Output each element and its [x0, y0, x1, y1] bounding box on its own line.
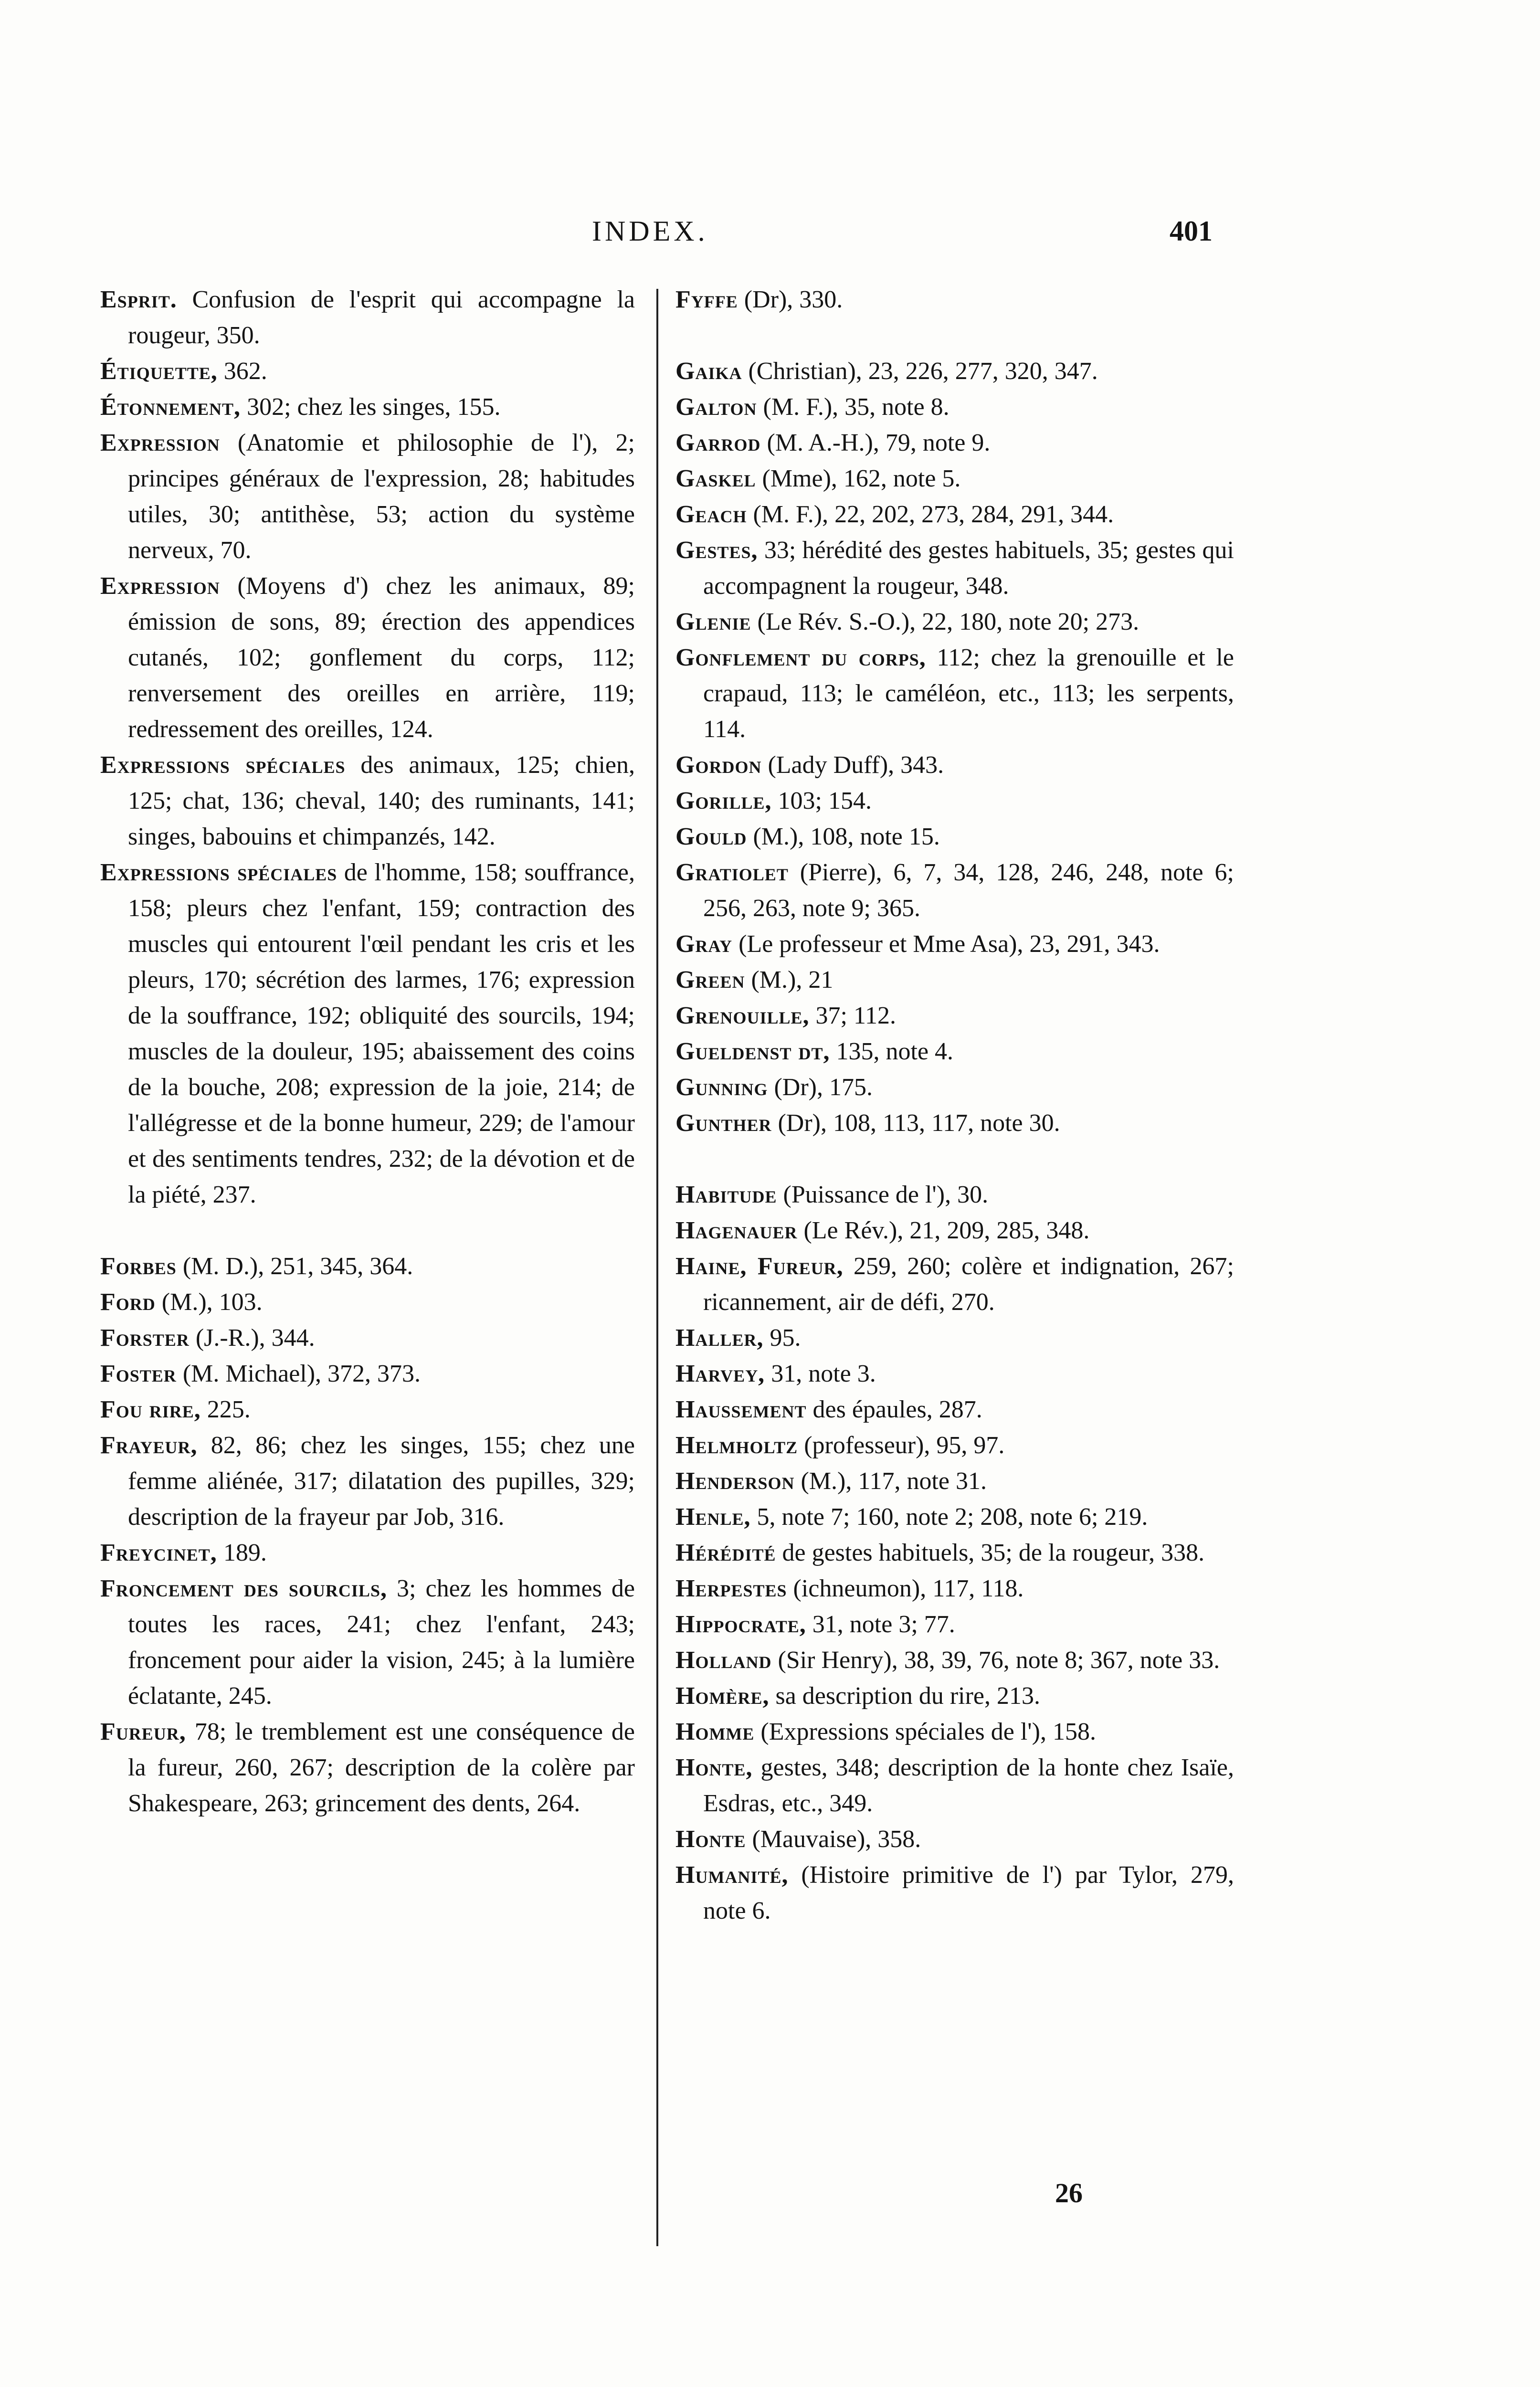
index-entry	[675, 1427, 1234, 1463]
index-entry	[675, 819, 1234, 855]
entry-headword: Froncement des sourcils,	[100, 1575, 387, 1602]
entry-headword: Holland	[675, 1647, 772, 1674]
entry-headword: Homère,	[675, 1682, 770, 1710]
entry-references: (M. D.), 251, 345, 364.	[176, 1253, 413, 1280]
entry-references: (M.), 108, note 15.	[747, 823, 940, 850]
entry-headword: Haine, Fureur,	[675, 1253, 844, 1280]
entry-headword: Étonnement,	[100, 393, 241, 421]
entry-references: 78; le tremblement est une conséquence de la fureur, 260, 267; description de la colère par Shakespeare, 263; grincement des dents, 264.	[128, 1718, 635, 1817]
signature-mark: 26	[1055, 2177, 1083, 2208]
index-entry	[675, 1535, 1234, 1571]
entry-references: (Moyens d') chez les animaux, 89; émission de sons, 89; érection des appendices cutanés, 102; gonflement du corps, 112; renversement des oreilles en arrière, 119; redressement des oreilles, 124.	[128, 572, 635, 743]
index-entry	[100, 389, 635, 425]
index-entry	[675, 1821, 1234, 1857]
running-title: INDEX.	[592, 215, 708, 247]
index-entry	[100, 353, 635, 389]
index-entry	[100, 1320, 635, 1356]
entry-references: 362.	[217, 358, 267, 385]
entry-references: 259, 260; colère et indignation, 267; ricannement, air de défi, 270.	[703, 1253, 1234, 1316]
entry-references: de l'homme, 158; souffrance, 158; pleurs chez l'enfant, 159; contraction des muscles qui entourent l'œil pendant les cris et les pleurs, 170; sécrétion des larmes, 176; expression de la souffrance, 192; obliquité des sourcils, 194; muscles de la douleur, 195; abaissement des coins de la bouche, 208; expression de la joie, 214; de l'allégresse et de la bonne humeur, 229; de l'amour et des sentiments tendres, 232; de la dévotion et de la piété, 237.	[128, 859, 635, 1208]
index-entry	[100, 1392, 635, 1427]
index-entry	[100, 1427, 635, 1535]
entry-headword: Henle,	[675, 1503, 751, 1531]
index-entry	[675, 1499, 1234, 1535]
section-gap	[675, 1141, 1234, 1177]
entry-references: (Christian), 23, 226, 277, 320, 347.	[742, 358, 1098, 385]
entry-references: (Dr), 330.	[738, 286, 843, 313]
entry-references: (M. Michael), 372, 373.	[176, 1360, 421, 1387]
entry-headword: Gorille,	[675, 787, 772, 814]
index-entry	[675, 425, 1234, 461]
entry-references: de gestes habituels, 35; de la rougeur, 338.	[776, 1539, 1205, 1566]
entry-headword: Fureur,	[100, 1718, 186, 1745]
index-entry	[675, 353, 1234, 389]
index-entry	[100, 855, 635, 1213]
index-entry	[675, 1320, 1234, 1356]
entry-references: 3; chez les hommes de toutes les races, 241; chez l'enfant, 243; froncement pour aider la vision, 245; à la lumière éclatante, 245.	[128, 1575, 635, 1710]
entry-references: (Lady Duff), 343.	[761, 751, 944, 779]
entry-references: (Sir Henry), 38, 39, 76, note 8; 367, note 33.	[771, 1647, 1220, 1674]
entry-references: 189.	[217, 1539, 267, 1566]
entry-references: 31, note 3; 77.	[806, 1611, 955, 1638]
column-divider	[656, 289, 658, 2246]
index-entry	[100, 1248, 635, 1284]
entry-headword: Haller,	[675, 1324, 764, 1352]
entry-headword: Expression	[100, 429, 220, 456]
page-number: 401	[1170, 215, 1213, 247]
entry-headword: Freycinet,	[100, 1539, 217, 1566]
entry-headword: Herpestes	[675, 1575, 787, 1602]
entry-references: sa description du rire, 213.	[769, 1682, 1040, 1710]
index-entry	[675, 1678, 1234, 1714]
entry-headword: Fou rire,	[100, 1396, 201, 1423]
entry-headword: Expressions spéciales	[100, 859, 338, 886]
entry-references: 135, note 4.	[830, 1038, 954, 1065]
entry-headword: Harvey,	[675, 1360, 765, 1387]
index-column-left	[100, 282, 635, 1821]
entry-references: (Puissance de l'), 30.	[777, 1181, 989, 1208]
entry-headword: Hérédité	[675, 1539, 776, 1566]
entry-references: Confusion de l'esprit qui accompagne la rougeur, 350.	[128, 286, 635, 349]
entry-headword: Ford	[100, 1289, 156, 1316]
section-gap	[100, 1213, 635, 1248]
index-entry	[675, 532, 1234, 604]
entry-headword: Expression	[100, 572, 220, 600]
index-column-right	[675, 282, 1234, 1929]
entry-references: gestes, 348; description de la honte chez Isaïe, Esdras, etc., 349.	[703, 1754, 1234, 1817]
index-entry	[675, 855, 1234, 926]
entry-headword: Humanité,	[675, 1861, 789, 1889]
index-entry	[675, 1069, 1234, 1105]
entry-headword: Henderson	[675, 1468, 795, 1495]
index-entry	[675, 962, 1234, 998]
entry-references: (Le Rév. S.-O.), 22, 180, note 20; 273.	[751, 608, 1139, 635]
section-gap	[675, 317, 1234, 353]
entry-headword: Gaskel	[675, 465, 756, 492]
entry-headword: Homme	[675, 1718, 755, 1745]
index-entry	[675, 1105, 1234, 1141]
page-header	[0, 215, 1540, 258]
entry-headword: Gray	[675, 930, 733, 958]
entry-headword: Hagenauer	[675, 1217, 798, 1244]
entry-headword: Helmholtz	[675, 1432, 798, 1459]
index-entry	[100, 282, 635, 353]
index-entry	[100, 1535, 635, 1571]
entry-headword: Gunther	[675, 1109, 772, 1137]
entry-references: 5, note 7; 160, note 2; 208, note 6; 219.	[750, 1503, 1148, 1531]
index-entry	[675, 496, 1234, 532]
entry-headword: Geach	[675, 501, 747, 528]
entry-references: (Dr), 175.	[768, 1074, 873, 1101]
entry-headword: Honte,	[675, 1754, 753, 1781]
entry-references: (M. A.-H.), 79, note 9.	[760, 429, 991, 456]
entry-references: (Le professeur et Mme Asa), 23, 291, 343.	[732, 930, 1160, 958]
entry-references: des épaules, 287.	[806, 1396, 982, 1423]
index-entry	[675, 640, 1234, 747]
index-entry	[100, 1714, 635, 1821]
index-entry	[100, 568, 635, 747]
index-entry	[675, 1714, 1234, 1750]
entry-references: des animaux, 125; chien, 125; chat, 136; cheval, 140; des ruminants, 141; singes, babouins et chimpanzés, 142.	[128, 751, 635, 850]
entry-headword: Fyffe	[675, 286, 738, 313]
entry-references: (Mme), 162, note 5.	[756, 465, 961, 492]
entry-headword: Grenouille,	[675, 1002, 810, 1029]
entry-headword: Gaika	[675, 358, 742, 385]
entry-headword: Hippocrate,	[675, 1611, 806, 1638]
index-entry	[675, 1606, 1234, 1642]
entry-headword: Garrod	[675, 429, 761, 456]
entry-references: 37; 112.	[809, 1002, 897, 1029]
entry-headword: Frayeur,	[100, 1432, 198, 1459]
entry-references: 33; hérédité des gestes habituels, 35; gestes qui accompagnent la rougeur, 348.	[703, 537, 1234, 600]
entry-headword: Gunning	[675, 1074, 768, 1101]
index-entry	[675, 998, 1234, 1034]
index-entry	[675, 604, 1234, 640]
entry-references: (Pierre), 6, 7, 34, 128, 246, 248, note 6; 256, 263, note 9; 365.	[703, 859, 1234, 922]
entry-headword: Glenie	[675, 608, 751, 635]
entry-headword: Galton	[675, 393, 757, 421]
entry-headword: Gonflement du corps,	[675, 644, 926, 671]
index-entry	[675, 1571, 1234, 1606]
entry-headword: Étiquette,	[100, 358, 218, 385]
index-entry	[675, 1213, 1234, 1248]
entry-headword: Gestes,	[675, 537, 758, 564]
index-entry	[100, 1284, 635, 1320]
entry-references: 302; chez les singes, 155.	[241, 393, 501, 421]
entry-references: (Le Rév.), 21, 209, 285, 348.	[797, 1217, 1090, 1244]
index-entry	[100, 1571, 635, 1714]
entry-references: (ichneumon), 117, 118.	[787, 1575, 1024, 1602]
entry-headword: Habitude	[675, 1181, 777, 1208]
entry-headword: Gordon	[675, 751, 762, 779]
entry-references: (Anatomie et philosophie de l'), 2; principes généraux de l'expression, 28; habitudes utiles, 30; antithèse, 53; action du système nerveux, 70.	[128, 429, 635, 564]
entry-references: (Dr), 108, 113, 117, note 30.	[771, 1109, 1060, 1137]
entry-headword: Gratiolet	[675, 859, 789, 886]
index-entry	[100, 1356, 635, 1392]
entry-headword: Expressions spéciales	[100, 751, 346, 779]
entry-references: (Histoire primitive de l') par Tylor, 279, note 6.	[703, 1861, 1234, 1924]
index-entry	[675, 1356, 1234, 1392]
index-entry	[675, 747, 1234, 783]
entry-headword: Forbes	[100, 1253, 177, 1280]
entry-headword: Honte	[675, 1826, 746, 1853]
entry-references: 82, 86; chez les singes, 155; chez une femme aliénée, 317; dilatation des pupilles, 329; description de la frayeur par Job, 316.	[128, 1432, 635, 1531]
entry-references: (M.), 117, note 31.	[794, 1468, 987, 1495]
entry-references: (Expressions spéciales de l'), 158.	[754, 1718, 1096, 1745]
index-entry	[675, 1392, 1234, 1427]
index-entry	[675, 1177, 1234, 1213]
index-entry	[100, 747, 635, 855]
entry-headword: Gueldenst dt,	[675, 1038, 830, 1065]
entry-headword: Forster	[100, 1324, 190, 1352]
entry-headword: Green	[675, 966, 745, 993]
entry-references: (J.-R.), 344.	[189, 1324, 315, 1352]
index-entry	[675, 926, 1234, 962]
index-entry	[100, 425, 635, 568]
entry-headword: Haussement	[675, 1396, 807, 1423]
entry-references: 103; 154.	[771, 787, 872, 814]
index-entry	[675, 389, 1234, 425]
entry-headword: Foster	[100, 1360, 177, 1387]
entry-references: (Mauvaise), 358.	[746, 1826, 921, 1853]
index-entry	[675, 1750, 1234, 1821]
entry-headword: Esprit.	[100, 286, 177, 313]
index-entry	[675, 1857, 1234, 1929]
index-entry	[675, 1642, 1234, 1678]
index-entry	[675, 461, 1234, 496]
entry-references: (M. F.), 35, note 8.	[757, 393, 949, 421]
entry-references: 225.	[200, 1396, 251, 1423]
entry-headword: Gould	[675, 823, 747, 850]
entry-references: (M.), 103.	[155, 1289, 263, 1316]
entry-references: 95.	[763, 1324, 801, 1352]
index-entry	[675, 1463, 1234, 1499]
entry-references: (M.), 21	[745, 966, 833, 993]
index-entry	[675, 1034, 1234, 1069]
index-entry	[675, 282, 1234, 317]
index-entry	[675, 783, 1234, 819]
index-entry	[675, 1248, 1234, 1320]
entry-references: (professeur), 95, 97.	[798, 1432, 1005, 1459]
entry-references: (M. F.), 22, 202, 273, 284, 291, 344.	[747, 501, 1114, 528]
entry-references: 31, note 3.	[765, 1360, 876, 1387]
entry-references: 112; chez la grenouille et le crapaud, 113; le caméléon, etc., 113; les serpents, 114.	[703, 644, 1234, 743]
